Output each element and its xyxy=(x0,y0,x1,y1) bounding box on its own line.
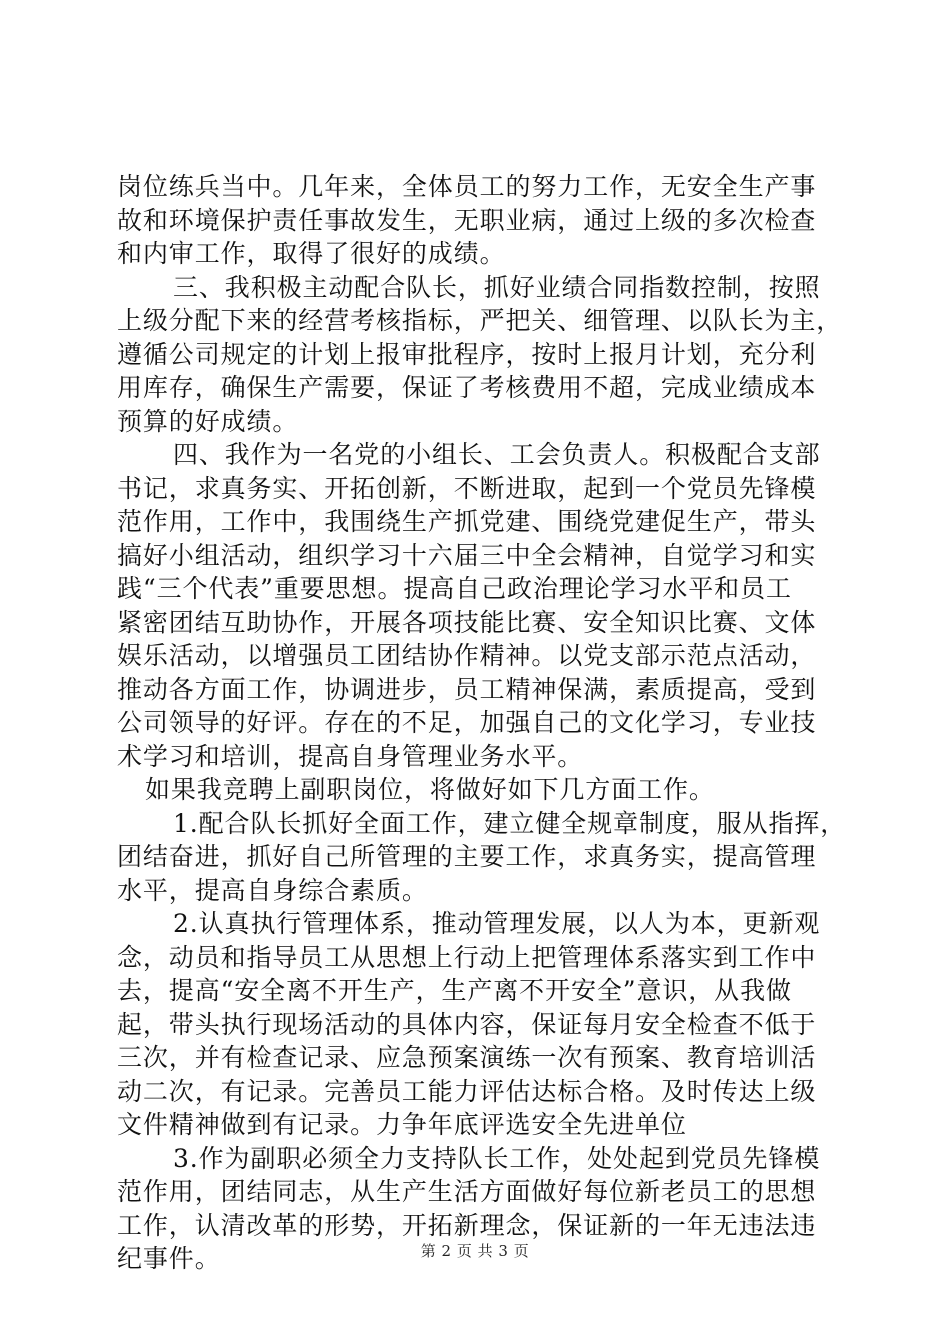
text-line: 如果我竞聘上副职岗位，将做好如下几方面工作。 xyxy=(145,775,715,804)
text-line: 去，提高“安全离不开生产，生产离不开安全”意识，从我做 xyxy=(117,976,792,1005)
text-line: 预算的好成绩。 xyxy=(117,406,299,436)
text-line: 术学习和培训，提高自身管理业务水平。 xyxy=(117,741,584,771)
text-line: 动二次，有记录。完善员工能力评估达标合格。及时传达上级 xyxy=(117,1076,817,1106)
text-line: 1.配合队长抓好全面工作，建立健全规章制度，服从指挥， xyxy=(173,808,847,838)
text-line: 起，带头执行现场活动的具体内容，保证每月安全检查不低于 xyxy=(117,1009,817,1039)
text-line: 用库存，确保生产需要，保证了考核费用不超，完成业绩成本 xyxy=(117,373,817,402)
text-line: 三次，并有检查记录、应急预案演练一次有预案、教育培训活 xyxy=(117,1043,817,1072)
text-line: 娱乐活动，以增强员工团结协作精神。以党支部示范点活动， xyxy=(117,641,817,670)
text-line: 岗位练兵当中。几年来，全体员工的努力工作，无安全生产事 xyxy=(117,172,817,201)
text-line: 范作用，工作中，我围绕生产抓党建、围绕党建促生产，带头 xyxy=(117,507,817,536)
page-footer: 第 2 页 共 3 页 xyxy=(420,1242,530,1260)
text-line: 遵循公司规定的计划上报审批程序，按时上报月计划，充分利 xyxy=(117,339,817,369)
text-line: 团结奋进，抓好自己所管理的主要工作，求真务实，提高管理 xyxy=(117,842,817,871)
text-line: 范作用，团结同志，从生产生活方面做好每位新老员工的思想 xyxy=(117,1177,817,1206)
text-line: 纪事件。 xyxy=(117,1244,221,1273)
text-line: 念，动员和指导员工从思想上行动上把管理体系落实到工作中 xyxy=(117,942,817,972)
text-line: 四、我作为一名党的小组长、工会负责人。积极配合支部 xyxy=(173,440,821,469)
text-line: 和内审工作，取得了很好的成绩。 xyxy=(117,239,506,268)
text-line: 三、我积极主动配合队长，抓好业绩合同指数控制，按照 xyxy=(173,272,821,302)
text-line: 2.认真执行管理体系，推动管理发展，以人为本，更新观 xyxy=(173,909,821,938)
text-line: 搞好小组活动，组织学习十六届三中全会精神，自觉学习和实 xyxy=(117,540,817,570)
text-line: 紧密团结互助协作，开展各项技能比赛、安全知识比赛、文体 xyxy=(117,607,817,637)
text-line: 故和环境保护责任事故发生，无职业病，通过上级的多次检查 xyxy=(117,205,817,235)
text-line: 书记，求真务实、开拓创新，不断进取，起到一个党员先锋模 xyxy=(117,473,817,503)
document-body xyxy=(117,170,847,1276)
text-line: 推动各方面工作，协调进步，员工精神保满，素质提高，受到 xyxy=(117,674,817,704)
text-line: 公司领导的好评。存在的不足，加强自己的文化学习，专业技 xyxy=(117,708,817,737)
text-line: 3.作为副职必须全力支持队长工作，处处起到党员先锋模 xyxy=(173,1143,821,1173)
text-line: 工作，认清改革的形势，开拓新理念，保证新的一年无违法违 xyxy=(117,1210,817,1240)
text-line: 水平，提高自身综合素质。 xyxy=(117,875,428,905)
text-line: 践“三个代表”重要思想。提高自己政治理论学习水平和员工 xyxy=(117,574,792,603)
text-line: 上级分配下来的经营考核指标，严把关、细管理、以队长为主， xyxy=(117,306,843,335)
text-line: 文件精神做到有记录。力争年底评选安全先进单位 xyxy=(117,1110,687,1139)
